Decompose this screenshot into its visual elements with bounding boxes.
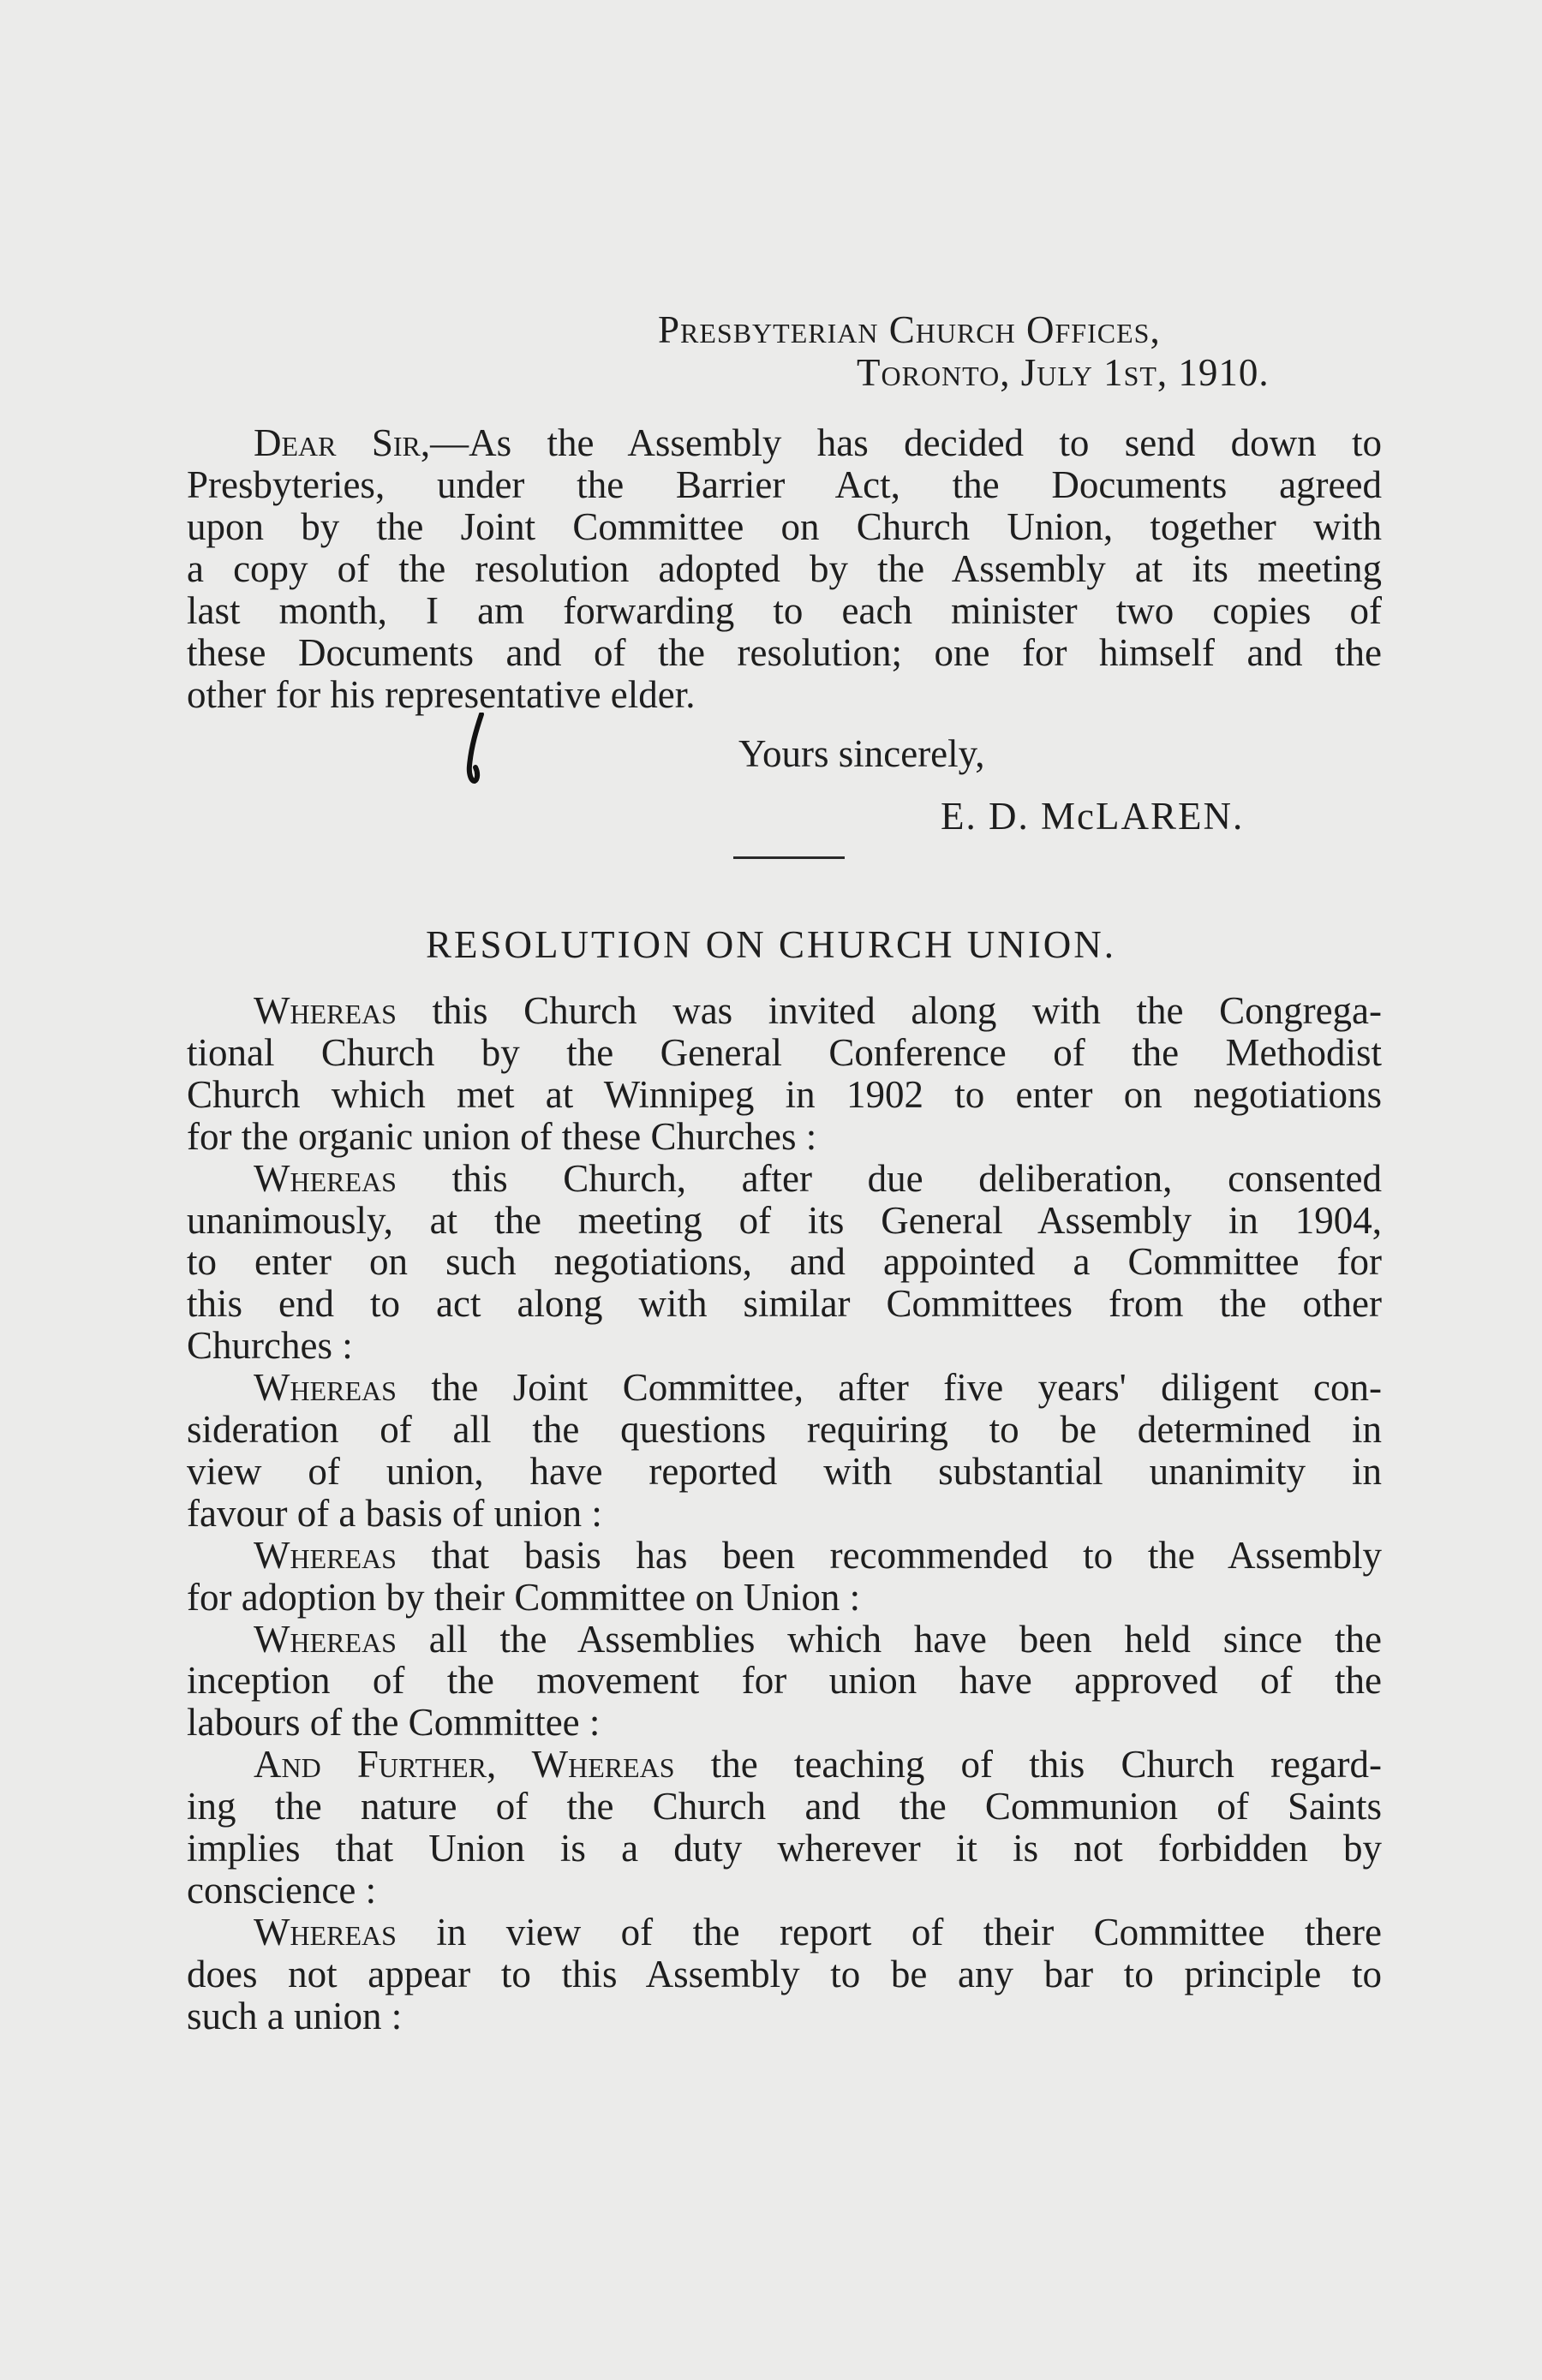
resolution-paragraph-first-line xyxy=(254,1743,1382,1786)
paragraph-text: in view of the report of their Committee there xyxy=(396,1910,1382,1954)
resolution-paragraph-first-line xyxy=(254,1366,1382,1409)
resolution-paragraph-line: conscience : xyxy=(187,1868,377,1912)
whereas-lead: Whereas xyxy=(254,1910,397,1954)
resolution-paragraph-line: favour of a basis of union : xyxy=(187,1491,602,1535)
resolution-paragraph-line: such a union : xyxy=(187,1994,403,2037)
paragraph-text: this Church, after due deliberation, consented xyxy=(396,1156,1382,1200)
paragraph-text: that basis has been recommended to the Assembly xyxy=(396,1533,1382,1577)
whereas-lead: Whereas xyxy=(254,1617,397,1661)
whereas-lead: Whereas xyxy=(254,1156,397,1200)
resolution-paragraph-line: unanimously, at the meeting of its General Assembly in 1904, xyxy=(187,1198,1382,1242)
resolution-paragraph-line: Churches : xyxy=(187,1324,353,1368)
whereas-lead: And Further, Whereas xyxy=(254,1743,675,1786)
resolution-title: RESOLUTION ON CHURCH UNION. xyxy=(426,923,1116,966)
letter-signature: E. D. McLAREN. xyxy=(941,795,1245,838)
whereas-lead: Whereas xyxy=(254,1533,397,1577)
resolution-paragraph-first-line xyxy=(254,1618,1382,1661)
resolution-paragraph-line: for adoption by their Committee on Union : xyxy=(187,1575,861,1619)
letterhead-office: Presbyterian Church Offices, xyxy=(658,308,1161,351)
section-divider xyxy=(733,856,845,859)
letter-body-line: these Documents and of the resolution; one for himself and the xyxy=(187,631,1382,674)
paragraph-text: all the Assemblies which have been held since the xyxy=(396,1617,1382,1661)
resolution-paragraph-first-line xyxy=(254,1157,1382,1200)
letterhead-date: Toronto, July 1st, 1910. xyxy=(857,351,1270,394)
paragraph-text: this Church was invited along with the Congrega- xyxy=(396,989,1382,1032)
letter-body-line: a copy of the resolution adopted by the Assembly at its meeting xyxy=(187,547,1382,590)
resolution-paragraph-line: Church which met at Winnipeg in 1902 to enter on negotiations xyxy=(187,1072,1382,1116)
resolution-paragraph-line: sideration of all the questions requiring to be determined in xyxy=(187,1408,1382,1451)
resolution-paragraph-line: inception of the movement for union have approved of the xyxy=(187,1659,1382,1703)
resolution-paragraph-line: this end to act along with similar Committees from the other xyxy=(187,1282,1382,1326)
resolution-paragraph-line: ing the nature of the Church and the Communion of Saints xyxy=(187,1785,1382,1828)
resolution-paragraph-line: labours of the Committee : xyxy=(187,1701,601,1745)
ink-mark xyxy=(463,713,488,785)
whereas-lead: Whereas xyxy=(254,1366,397,1410)
letter-salutation: Dear Sir, xyxy=(254,421,431,464)
resolution-paragraph-line: implies that Union is a duty wherever it is not forbidden by xyxy=(187,1827,1382,1870)
letter-closing: Yours sincerely, xyxy=(738,732,985,775)
resolution-paragraph-line: does not appear to this Assembly to be any bar to principle to xyxy=(187,1952,1382,1995)
letter-body-text: —As the Assembly has decided to send down to xyxy=(430,421,1382,464)
resolution-paragraph-first-line xyxy=(254,989,1382,1032)
whereas-lead: Whereas xyxy=(254,989,397,1032)
letter-body-line: last month, I am forwarding to each minister two copies of xyxy=(187,589,1382,632)
resolution-paragraph-line: view of union, have reported with substantial unanimity in xyxy=(187,1449,1382,1493)
letter-body-line: other for his representative elder. xyxy=(187,673,696,716)
resolution-paragraph-line: to enter on such negotiations, and appointed a Committee for xyxy=(187,1240,1382,1284)
letter-body-line xyxy=(254,421,1382,464)
paragraph-text: the Joint Committee, after five years' diligent con- xyxy=(396,1366,1382,1410)
letter-body-line: Presbyteries, under the Barrier Act, the Documents agreed xyxy=(187,463,1382,506)
resolution-paragraph-first-line xyxy=(254,1911,1382,1954)
resolution-paragraph-line: for the organic union of these Churches : xyxy=(187,1114,817,1158)
resolution-paragraph-line: tional Church by the General Conference of the Methodist xyxy=(187,1030,1382,1074)
resolution-paragraph-first-line xyxy=(254,1534,1382,1577)
letter-body-line: upon by the Joint Committee on Church Union, together with xyxy=(187,505,1382,548)
paragraph-text: the teaching of this Church regard- xyxy=(674,1743,1383,1786)
